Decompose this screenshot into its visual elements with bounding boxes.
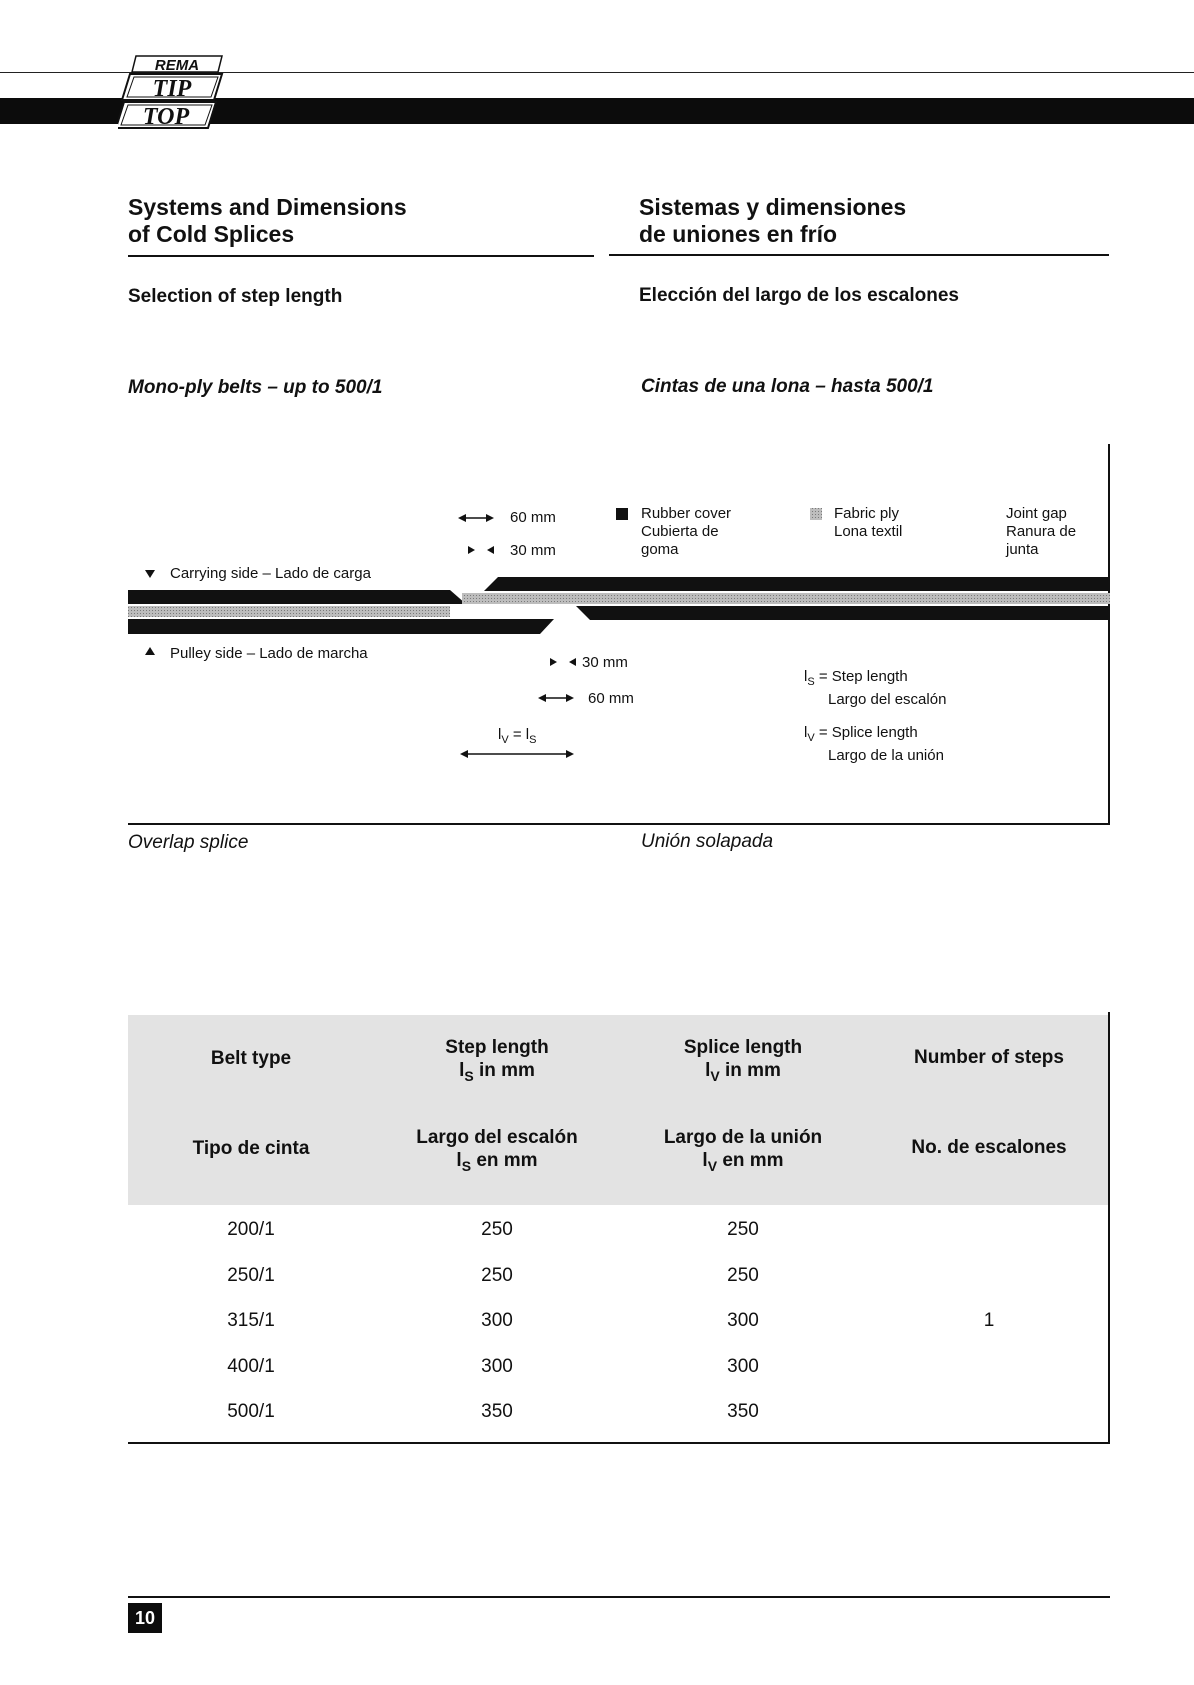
th-step-length-en: Step length $l_S$ in mm [445,1037,549,1084]
section-heading-en: Mono-ply belts – up to 500/1 [128,377,383,398]
cell-step-3: 300 [481,1356,513,1377]
th-splice-length-en: Splice length $l_V$ in mm [683,1037,803,1084]
ls-definition: $l_S$ = Step length Largo del escalón [804,668,947,708]
cell-steps-merged: 1 [983,1310,995,1331]
left-top-rubber [128,590,466,604]
cell-splice-4: 350 [727,1401,759,1422]
th-number-steps-en: Number of steps [914,1047,1064,1068]
page-number: 10 [128,1603,162,1633]
title-es-line2: de uniones en frío [639,221,838,247]
title-rule-right [609,254,1109,256]
table-border-right [1108,1012,1110,1444]
cell-splice-3: 300 [727,1356,759,1377]
splice-diagram-graphic [128,442,1110,826]
splice-length-arrow [460,750,574,758]
th-belt-type-es: Tipo de cinta [192,1138,310,1159]
dim-30-bottom-label: 30 mm [582,654,628,671]
carrying-side-icon [145,570,155,578]
cell-belt-3: 400/1 [227,1356,275,1377]
cell-splice-2: 300 [727,1310,759,1331]
legend-gap-line1: Joint gap [1006,505,1067,522]
cell-belt-4: 500/1 [227,1401,275,1422]
cell-step-4: 350 [481,1401,513,1422]
cell-splice-1: 250 [727,1265,759,1286]
caption-es: Unión solapada [641,831,774,852]
table-border-bottom [128,1442,1110,1444]
right-fabric-ply [462,593,1110,604]
dim-30-top-label: 30 mm [510,542,556,559]
logo-text-tip: TIP [152,76,192,102]
dim-60-top-label: 60 mm [510,509,556,526]
legend-fabric-ply [834,505,902,541]
title-en-line2: of Cold Splices [128,221,295,247]
subtitle-en: Selection of step length [128,286,343,307]
cell-splice-0: 250 [727,1219,759,1240]
dim-arrow-60-bottom [538,694,574,702]
title-es-line1: Sistemas y dimensiones [639,194,907,220]
legend-joint-gap [1006,505,1076,559]
carrying-side-label: Carrying side – Lado de carga [170,565,371,582]
pulley-side-icon [145,647,155,655]
logo-text-top: TOP [142,104,190,130]
legend-rubber-line2: Cubierta de [641,523,719,540]
lv-equals-ls-label: $l_V = l_S$ [498,726,537,746]
legend-rubber-line1: Rubber cover [641,505,732,522]
rema-tip-top-logo [118,52,228,134]
cell-step-0: 250 [481,1219,513,1240]
legend-gap-line2: Ranura de [1006,523,1077,540]
pulley-side-label: Pulley side – Lado de marcha [170,645,368,662]
left-fabric-ply [128,606,450,617]
lv-definition: $l_V$ = Splice length Largo de la unión [804,724,944,764]
dim-60-bottom-label: 60 mm [588,690,634,707]
th-splice-length-es: Largo de la unión $l_V$ en mm [663,1127,823,1174]
subtitle-es: Elección del largo de los escalones [639,285,959,306]
dim-arrow-30-top [468,546,494,554]
cell-belt-1: 250/1 [227,1265,275,1286]
legend-gap-line3: junta [1006,541,1039,558]
caption-en: Overlap splice [128,832,249,853]
th-number-steps-es: No. de escalones [911,1137,1067,1158]
cell-step-1: 250 [481,1265,513,1286]
step-length-table [128,1012,1110,1444]
cell-belt-0: 200/1 [227,1219,275,1240]
legend-fabric-line2: Lona textil [834,523,903,540]
left-bottom-rubber [128,619,554,634]
cell-step-2: 300 [481,1310,513,1331]
section-heading-es: Cintas de una lona – hasta 500/1 [641,376,934,397]
logo-text-rema: REMA [154,57,200,74]
legend-rubber-line3: goma [641,541,679,558]
page-title-es [639,194,906,248]
right-top-rubber [484,577,1110,591]
page-title-en [128,194,407,248]
splice-diagram [128,442,1110,826]
legend-fabric-line1: Fabric ply [834,505,900,522]
dim-arrow-30-bottom [550,658,576,666]
fabric-ply-swatch [810,508,822,520]
th-belt-type-en: Belt type [210,1048,292,1069]
rubber-cover-swatch [616,508,628,520]
title-rule-left [128,255,594,257]
th-step-length-es: Largo del escalón $l_S$ en mm [416,1127,578,1174]
dim-arrow-60-top [458,514,494,522]
footer-rule [128,1596,1110,1598]
cell-belt-2: 315/1 [227,1310,275,1331]
right-bottom-rubber [576,606,1110,620]
title-en-line1: Systems and Dimensions [128,194,407,220]
legend-rubber-cover [641,505,731,559]
